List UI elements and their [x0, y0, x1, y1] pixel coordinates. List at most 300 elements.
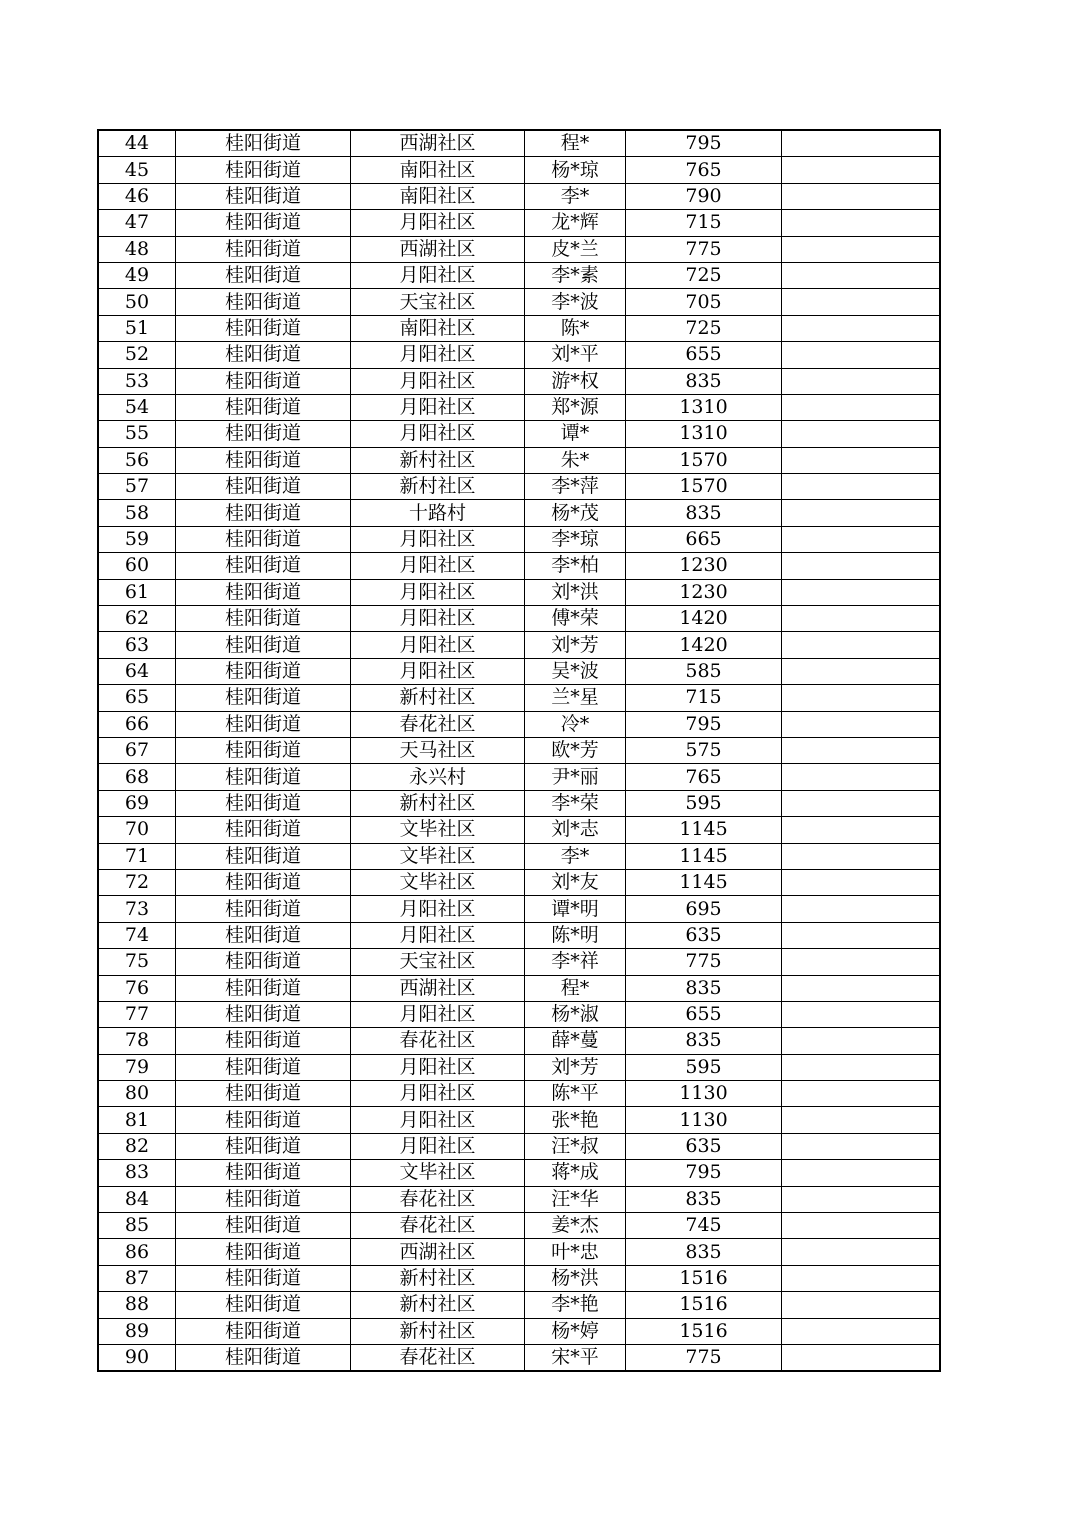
street-cell: 桂阳街道: [176, 632, 351, 658]
name-cell: 陈*明: [525, 922, 626, 948]
name-cell: 李*祥: [525, 949, 626, 975]
row-number-cell: 68: [98, 764, 176, 790]
table-row: [98, 711, 940, 737]
name-cell: 杨*婷: [525, 1318, 626, 1344]
remark-cell: [782, 394, 941, 420]
row-number-cell: 73: [98, 896, 176, 922]
table-row: [98, 1292, 940, 1318]
street-cell: 桂阳街道: [176, 157, 351, 183]
remark-cell: [782, 843, 941, 869]
amount-cell: 635: [626, 1133, 782, 1159]
name-cell: 李*: [525, 183, 626, 209]
community-cell: 十路村: [351, 500, 525, 526]
street-cell: 桂阳街道: [176, 130, 351, 157]
community-cell: 天宝社区: [351, 289, 525, 315]
name-cell: 薛*蔓: [525, 1028, 626, 1054]
table-row: [98, 1213, 940, 1239]
name-cell: 刘*洪: [525, 579, 626, 605]
remark-cell: [782, 790, 941, 816]
row-number-cell: 86: [98, 1239, 176, 1265]
amount-cell: 655: [626, 1001, 782, 1027]
street-cell: 桂阳街道: [176, 315, 351, 341]
table-row: [98, 289, 940, 315]
amount-cell: 655: [626, 342, 782, 368]
table-row: [98, 1133, 940, 1159]
remark-cell: [782, 711, 941, 737]
row-number-cell: 47: [98, 210, 176, 236]
community-cell: 新村社区: [351, 790, 525, 816]
table-row: [98, 606, 940, 632]
row-number-cell: 53: [98, 368, 176, 394]
amount-cell: 585: [626, 658, 782, 684]
remark-cell: [782, 869, 941, 895]
name-cell: 陈*: [525, 315, 626, 341]
table-row: [98, 1054, 940, 1080]
amount-cell: 1145: [626, 817, 782, 843]
table-row: [98, 236, 940, 262]
table-row: [98, 1081, 940, 1107]
community-cell: 新村社区: [351, 447, 525, 473]
remark-cell: [782, 1318, 941, 1344]
remark-cell: [782, 130, 941, 157]
community-cell: 新村社区: [351, 685, 525, 711]
remark-cell: [782, 262, 941, 288]
name-cell: 杨*淑: [525, 1001, 626, 1027]
street-cell: 桂阳街道: [176, 1213, 351, 1239]
table-row: [98, 869, 940, 895]
amount-cell: 835: [626, 1239, 782, 1265]
remark-cell: [782, 685, 941, 711]
row-number-cell: 76: [98, 975, 176, 1001]
community-cell: 月阳社区: [351, 922, 525, 948]
community-cell: 春花社区: [351, 1344, 525, 1371]
table-row: [98, 421, 940, 447]
name-cell: 刘*芳: [525, 1054, 626, 1080]
row-number-cell: 77: [98, 1001, 176, 1027]
name-cell: 程*: [525, 130, 626, 157]
amount-cell: 1516: [626, 1292, 782, 1318]
table-row: [98, 790, 940, 816]
remark-cell: [782, 1160, 941, 1186]
name-cell: 李*琼: [525, 526, 626, 552]
name-cell: 陈*平: [525, 1081, 626, 1107]
amount-cell: 1516: [626, 1265, 782, 1291]
street-cell: 桂阳街道: [176, 606, 351, 632]
remark-cell: [782, 658, 941, 684]
street-cell: 桂阳街道: [176, 1265, 351, 1291]
remark-cell: [782, 764, 941, 790]
amount-cell: 790: [626, 183, 782, 209]
street-cell: 桂阳街道: [176, 1081, 351, 1107]
table-row: [98, 1028, 940, 1054]
amount-cell: 835: [626, 368, 782, 394]
community-cell: 西湖社区: [351, 130, 525, 157]
row-number-cell: 48: [98, 236, 176, 262]
remark-cell: [782, 975, 941, 1001]
remark-cell: [782, 896, 941, 922]
name-cell: 杨*茂: [525, 500, 626, 526]
community-cell: 月阳社区: [351, 553, 525, 579]
community-cell: 春花社区: [351, 1028, 525, 1054]
street-cell: 桂阳街道: [176, 1344, 351, 1371]
amount-cell: 635: [626, 922, 782, 948]
table-row: [98, 764, 940, 790]
remark-cell: [782, 210, 941, 236]
street-cell: 桂阳街道: [176, 289, 351, 315]
row-number-cell: 82: [98, 1133, 176, 1159]
amount-cell: 795: [626, 711, 782, 737]
street-cell: 桂阳街道: [176, 869, 351, 895]
street-cell: 桂阳街道: [176, 790, 351, 816]
row-number-cell: 81: [98, 1107, 176, 1133]
table-row: [98, 1239, 940, 1265]
remark-cell: [782, 817, 941, 843]
remark-cell: [782, 1028, 941, 1054]
remark-cell: [782, 342, 941, 368]
row-number-cell: 78: [98, 1028, 176, 1054]
community-cell: 永兴村: [351, 764, 525, 790]
amount-cell: 725: [626, 262, 782, 288]
table-row: [98, 817, 940, 843]
table-row: [98, 1001, 940, 1027]
row-number-cell: 85: [98, 1213, 176, 1239]
name-cell: 谭*: [525, 421, 626, 447]
street-cell: 桂阳街道: [176, 579, 351, 605]
street-cell: 桂阳街道: [176, 1292, 351, 1318]
name-cell: 刘*友: [525, 869, 626, 895]
table-row: [98, 130, 940, 157]
row-number-cell: 55: [98, 421, 176, 447]
name-cell: 龙*辉: [525, 210, 626, 236]
row-number-cell: 88: [98, 1292, 176, 1318]
street-cell: 桂阳街道: [176, 975, 351, 1001]
name-cell: 程*: [525, 975, 626, 1001]
street-cell: 桂阳街道: [176, 262, 351, 288]
remark-cell: [782, 1186, 941, 1212]
remark-cell: [782, 1344, 941, 1371]
street-cell: 桂阳街道: [176, 922, 351, 948]
community-cell: 月阳社区: [351, 579, 525, 605]
table-row: [98, 368, 940, 394]
community-cell: 月阳社区: [351, 1133, 525, 1159]
amount-cell: 1420: [626, 632, 782, 658]
street-cell: 桂阳街道: [176, 711, 351, 737]
name-cell: 李*波: [525, 289, 626, 315]
row-number-cell: 45: [98, 157, 176, 183]
remark-cell: [782, 421, 941, 447]
amount-cell: 1145: [626, 869, 782, 895]
table-row: [98, 1160, 940, 1186]
name-cell: 汪*华: [525, 1186, 626, 1212]
community-cell: 文毕社区: [351, 817, 525, 843]
name-cell: 宋*平: [525, 1344, 626, 1371]
remark-cell: [782, 236, 941, 262]
remark-cell: [782, 737, 941, 763]
row-number-cell: 57: [98, 474, 176, 500]
row-number-cell: 66: [98, 711, 176, 737]
data-table: [97, 129, 941, 1372]
community-cell: 月阳社区: [351, 1081, 525, 1107]
name-cell: 游*权: [525, 368, 626, 394]
amount-cell: 1516: [626, 1318, 782, 1344]
street-cell: 桂阳街道: [176, 1160, 351, 1186]
row-number-cell: 84: [98, 1186, 176, 1212]
remark-cell: [782, 1054, 941, 1080]
row-number-cell: 90: [98, 1344, 176, 1371]
table-row: [98, 1265, 940, 1291]
row-number-cell: 74: [98, 922, 176, 948]
table-row: [98, 1344, 940, 1371]
table-row: [98, 737, 940, 763]
community-cell: 月阳社区: [351, 606, 525, 632]
community-cell: 西湖社区: [351, 975, 525, 1001]
community-cell: 天宝社区: [351, 949, 525, 975]
row-number-cell: 67: [98, 737, 176, 763]
community-cell: 西湖社区: [351, 236, 525, 262]
amount-cell: 1310: [626, 394, 782, 420]
community-cell: 西湖社区: [351, 1239, 525, 1265]
remark-cell: [782, 1265, 941, 1291]
table-row: [98, 553, 940, 579]
community-cell: 天马社区: [351, 737, 525, 763]
community-cell: 月阳社区: [351, 896, 525, 922]
name-cell: 蒋*成: [525, 1160, 626, 1186]
name-cell: 张*艳: [525, 1107, 626, 1133]
name-cell: 杨*洪: [525, 1265, 626, 1291]
name-cell: 郑*源: [525, 394, 626, 420]
name-cell: 尹*丽: [525, 764, 626, 790]
row-number-cell: 64: [98, 658, 176, 684]
table-row: [98, 342, 940, 368]
row-number-cell: 71: [98, 843, 176, 869]
name-cell: 李*艳: [525, 1292, 626, 1318]
remark-cell: [782, 1239, 941, 1265]
street-cell: 桂阳街道: [176, 183, 351, 209]
remark-cell: [782, 922, 941, 948]
amount-cell: 695: [626, 896, 782, 922]
table-row: [98, 579, 940, 605]
row-number-cell: 52: [98, 342, 176, 368]
community-cell: 文毕社区: [351, 843, 525, 869]
table-row: [98, 843, 940, 869]
street-cell: 桂阳街道: [176, 447, 351, 473]
table-row: [98, 922, 940, 948]
row-number-cell: 65: [98, 685, 176, 711]
table-row: [98, 632, 940, 658]
remark-cell: [782, 1001, 941, 1027]
street-cell: 桂阳街道: [176, 949, 351, 975]
row-number-cell: 56: [98, 447, 176, 473]
amount-cell: 725: [626, 315, 782, 341]
street-cell: 桂阳街道: [176, 500, 351, 526]
amount-cell: 1570: [626, 474, 782, 500]
remark-cell: [782, 1292, 941, 1318]
amount-cell: 835: [626, 500, 782, 526]
street-cell: 桂阳街道: [176, 1028, 351, 1054]
name-cell: 吴*波: [525, 658, 626, 684]
amount-cell: 835: [626, 1186, 782, 1212]
row-number-cell: 51: [98, 315, 176, 341]
street-cell: 桂阳街道: [176, 394, 351, 420]
name-cell: 叶*忠: [525, 1239, 626, 1265]
name-cell: 谭*明: [525, 896, 626, 922]
row-number-cell: 49: [98, 262, 176, 288]
name-cell: 李*柏: [525, 553, 626, 579]
row-number-cell: 54: [98, 394, 176, 420]
amount-cell: 705: [626, 289, 782, 315]
row-number-cell: 83: [98, 1160, 176, 1186]
row-number-cell: 70: [98, 817, 176, 843]
remark-cell: [782, 632, 941, 658]
remark-cell: [782, 368, 941, 394]
amount-cell: 795: [626, 1160, 782, 1186]
amount-cell: 795: [626, 130, 782, 157]
street-cell: 桂阳街道: [176, 526, 351, 552]
name-cell: 欧*芳: [525, 737, 626, 763]
name-cell: 汪*叔: [525, 1133, 626, 1159]
table-body: [98, 130, 940, 1371]
community-cell: 新村社区: [351, 1318, 525, 1344]
street-cell: 桂阳街道: [176, 1054, 351, 1080]
table-row: [98, 685, 940, 711]
amount-cell: 665: [626, 526, 782, 552]
remark-cell: [782, 157, 941, 183]
amount-cell: 1230: [626, 553, 782, 579]
amount-cell: 1145: [626, 843, 782, 869]
community-cell: 春花社区: [351, 1186, 525, 1212]
name-cell: 兰*星: [525, 685, 626, 711]
amount-cell: 715: [626, 685, 782, 711]
street-cell: 桂阳街道: [176, 843, 351, 869]
community-cell: 南阳社区: [351, 183, 525, 209]
name-cell: 李*: [525, 843, 626, 869]
name-cell: 刘*芳: [525, 632, 626, 658]
remark-cell: [782, 1213, 941, 1239]
row-number-cell: 63: [98, 632, 176, 658]
table-row: [98, 394, 940, 420]
street-cell: 桂阳街道: [176, 737, 351, 763]
row-number-cell: 58: [98, 500, 176, 526]
remark-cell: [782, 579, 941, 605]
amount-cell: 1130: [626, 1081, 782, 1107]
remark-cell: [782, 183, 941, 209]
street-cell: 桂阳街道: [176, 1239, 351, 1265]
amount-cell: 1420: [626, 606, 782, 632]
row-number-cell: 50: [98, 289, 176, 315]
remark-cell: [782, 447, 941, 473]
name-cell: 刘*平: [525, 342, 626, 368]
table-row: [98, 896, 940, 922]
table-row: [98, 210, 940, 236]
amount-cell: 595: [626, 790, 782, 816]
community-cell: 月阳社区: [351, 210, 525, 236]
community-cell: 月阳社区: [351, 368, 525, 394]
table-row: [98, 183, 940, 209]
community-cell: 南阳社区: [351, 315, 525, 341]
row-number-cell: 72: [98, 869, 176, 895]
community-cell: 南阳社区: [351, 157, 525, 183]
community-cell: 月阳社区: [351, 1001, 525, 1027]
community-cell: 新村社区: [351, 1265, 525, 1291]
street-cell: 桂阳街道: [176, 553, 351, 579]
street-cell: 桂阳街道: [176, 1133, 351, 1159]
amount-cell: 775: [626, 236, 782, 262]
community-cell: 月阳社区: [351, 658, 525, 684]
community-cell: 月阳社区: [351, 262, 525, 288]
street-cell: 桂阳街道: [176, 1186, 351, 1212]
street-cell: 桂阳街道: [176, 210, 351, 236]
amount-cell: 1570: [626, 447, 782, 473]
amount-cell: 1310: [626, 421, 782, 447]
amount-cell: 575: [626, 737, 782, 763]
table-row: [98, 1107, 940, 1133]
table-row: [98, 526, 940, 552]
row-number-cell: 46: [98, 183, 176, 209]
amount-cell: 775: [626, 1344, 782, 1371]
community-cell: 月阳社区: [351, 1107, 525, 1133]
table-row: [98, 262, 940, 288]
street-cell: 桂阳街道: [176, 368, 351, 394]
amount-cell: 595: [626, 1054, 782, 1080]
amount-cell: 1230: [626, 579, 782, 605]
community-cell: 新村社区: [351, 1292, 525, 1318]
street-cell: 桂阳街道: [176, 1318, 351, 1344]
street-cell: 桂阳街道: [176, 896, 351, 922]
name-cell: 皮*兰: [525, 236, 626, 262]
community-cell: 月阳社区: [351, 526, 525, 552]
row-number-cell: 69: [98, 790, 176, 816]
name-cell: 朱*: [525, 447, 626, 473]
amount-cell: 715: [626, 210, 782, 236]
remark-cell: [782, 553, 941, 579]
remark-cell: [782, 289, 941, 315]
street-cell: 桂阳街道: [176, 1001, 351, 1027]
name-cell: 姜*杰: [525, 1213, 626, 1239]
row-number-cell: 44: [98, 130, 176, 157]
amount-cell: 835: [626, 1028, 782, 1054]
name-cell: 傅*荣: [525, 606, 626, 632]
community-cell: 文毕社区: [351, 869, 525, 895]
street-cell: 桂阳街道: [176, 342, 351, 368]
table-row: [98, 1318, 940, 1344]
street-cell: 桂阳街道: [176, 421, 351, 447]
street-cell: 桂阳街道: [176, 764, 351, 790]
community-cell: 月阳社区: [351, 632, 525, 658]
remark-cell: [782, 500, 941, 526]
row-number-cell: 60: [98, 553, 176, 579]
amount-cell: 765: [626, 764, 782, 790]
name-cell: 李*荣: [525, 790, 626, 816]
remark-cell: [782, 606, 941, 632]
amount-cell: 835: [626, 975, 782, 1001]
amount-cell: 745: [626, 1213, 782, 1239]
community-cell: 月阳社区: [351, 421, 525, 447]
name-cell: 杨*琼: [525, 157, 626, 183]
remark-cell: [782, 474, 941, 500]
street-cell: 桂阳街道: [176, 658, 351, 684]
row-number-cell: 75: [98, 949, 176, 975]
street-cell: 桂阳街道: [176, 474, 351, 500]
name-cell: 刘*志: [525, 817, 626, 843]
street-cell: 桂阳街道: [176, 236, 351, 262]
table-row: [98, 658, 940, 684]
table-row: [98, 500, 940, 526]
name-cell: 李*萍: [525, 474, 626, 500]
row-number-cell: 79: [98, 1054, 176, 1080]
remark-cell: [782, 315, 941, 341]
amount-cell: 775: [626, 949, 782, 975]
table-row: [98, 474, 940, 500]
